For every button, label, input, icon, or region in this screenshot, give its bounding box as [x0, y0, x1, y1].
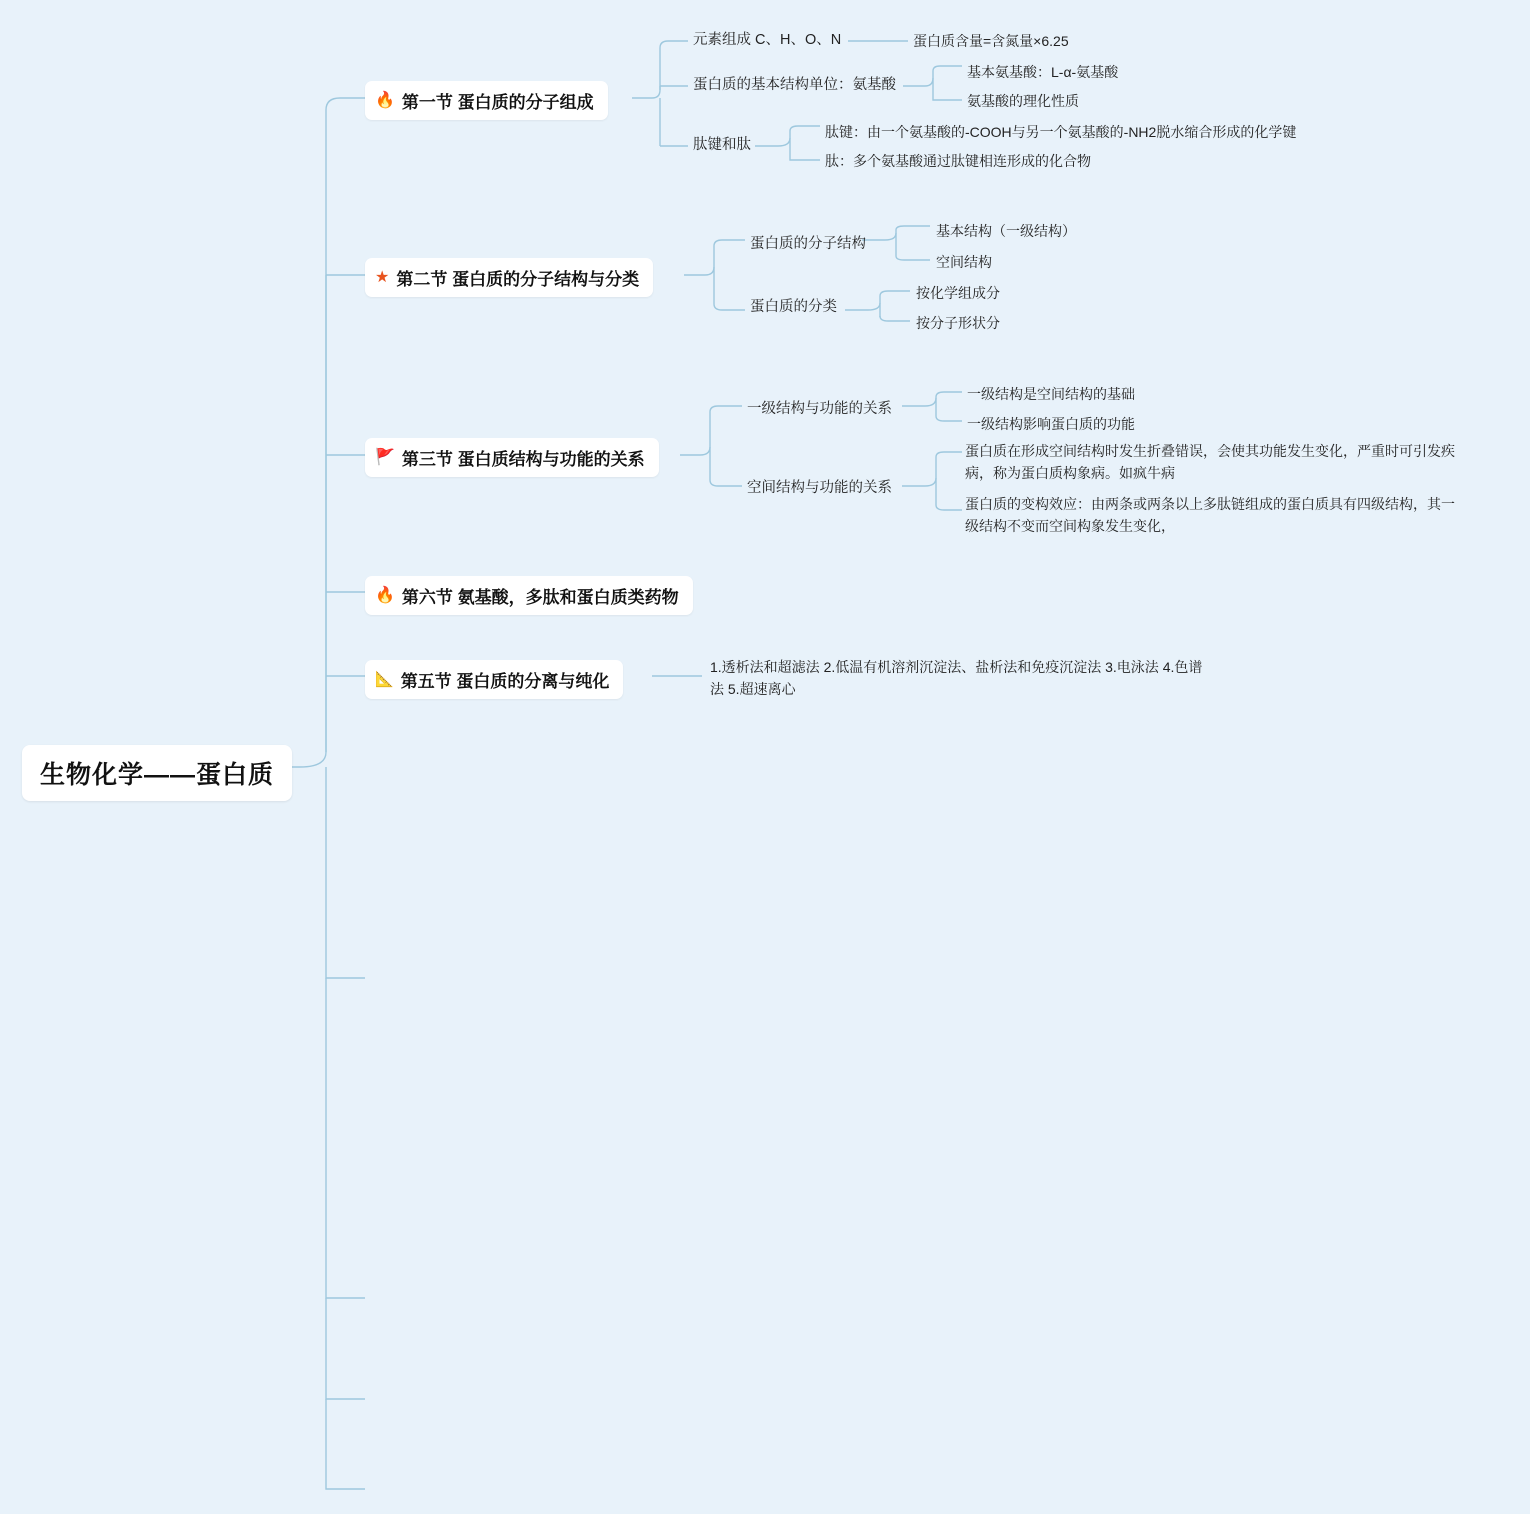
sub-node-2-1[interactable]	[750, 234, 866, 256]
star-icon: ★	[375, 268, 390, 286]
leaf-label: 一级结构影响蛋白质的功能	[967, 416, 1135, 432]
leaf-node-2-1-2[interactable]	[936, 252, 992, 274]
sub-node-1-3[interactable]	[693, 135, 751, 157]
sub-node-label: 一级结构与功能的关系	[747, 401, 892, 417]
leaf-node-3-2-2[interactable]	[965, 494, 1465, 537]
leaf-label: 按分子形状分	[916, 315, 1000, 331]
leaf-node-2-2-2[interactable]	[916, 313, 1000, 335]
leaf-label: 蛋白质含量=含氮量×6.25	[913, 33, 1069, 49]
sub-node-label: 蛋白质的基本结构单位：氨基酸	[693, 77, 896, 93]
leaf-node-1-2-2[interactable]	[967, 91, 1079, 113]
branch-label-1: 第一节 蛋白质的分子组成	[401, 93, 594, 112]
leaf-label: 蛋白质在形成空间结构时发生折叠错误，会使其功能发生变化，严重时可引发疾病，称为蛋白质构象病。如疯牛病	[965, 443, 1455, 481]
branch-node-3[interactable]	[365, 438, 659, 477]
leaf-label: 肽：多个氨基酸通过肽键相连形成的化合物	[825, 153, 1091, 169]
leaf-label: 基本氨基酸：L-α-氨基酸	[967, 64, 1119, 80]
root-label: 生物化学——蛋白质	[40, 761, 275, 789]
leaf-label: 氨基酸的理化性质	[967, 93, 1079, 109]
leaf-label: 基本结构（一级结构）	[936, 223, 1076, 239]
sub-node-label: 元素组成 C、H、O、N	[693, 32, 842, 48]
leaf-node-3-1-2[interactable]	[967, 414, 1135, 436]
sub-node-2-2[interactable]	[750, 297, 837, 319]
branch-label-2: 第二节 蛋白质的分子结构与分类	[396, 270, 640, 289]
branch-node-1[interactable]	[365, 81, 608, 120]
sub-node-label: 蛋白质的分子结构	[750, 236, 866, 252]
branch-node-2[interactable]	[365, 258, 653, 297]
sub-node-5-1[interactable]	[710, 657, 1210, 700]
sub-node-label: 肽键和肽	[693, 137, 751, 153]
leaf-label: 按化学组成分	[916, 285, 1000, 301]
flag-icon: 🚩	[375, 448, 395, 466]
leaf-label: 蛋白质的变构效应：由两条或两条以上多肽链组成的蛋白质具有四级结构，其一级结构不变而空间构象发生变化，	[965, 496, 1455, 534]
leaf-label: 空间结构	[936, 254, 992, 270]
sub-node-label: 蛋白质的分类	[750, 299, 837, 315]
leaf-node-1-3-1[interactable]	[825, 122, 1296, 144]
leaf-node-3-2-1[interactable]	[965, 441, 1465, 484]
root-node[interactable]	[22, 745, 292, 801]
sub-node-3-1[interactable]	[747, 399, 892, 421]
leaf-node-3-1-1[interactable]	[967, 384, 1135, 406]
leaf-node-2-2-1[interactable]	[916, 283, 1000, 305]
branch-node-5[interactable]	[365, 660, 623, 699]
leaf-label: 一级结构是空间结构的基础	[967, 386, 1135, 402]
leaf-node-1-3-2[interactable]	[825, 151, 1091, 173]
sub-node-1-2[interactable]	[693, 75, 896, 97]
leaf-node-1-1-1[interactable]	[913, 31, 1069, 53]
fire-icon: 🔥	[375, 586, 395, 604]
leaf-node-2-1-1[interactable]	[936, 221, 1076, 243]
leaf-label: 肽键：由一个氨基酸的-COOH与另一个氨基酸的-NH2脱水缩合形成的化学键	[825, 124, 1297, 140]
ruler-icon: 📐	[375, 671, 394, 688]
sub-node-label: 1.透析法和超滤法 2.低温有机溶剂沉淀法、盐析法和免疫沉淀法 3.电泳法 4.色谱法 5.超速离心	[710, 659, 1203, 697]
leaf-node-1-2-1[interactable]	[967, 62, 1118, 84]
sub-node-3-2[interactable]	[747, 478, 892, 500]
branch-node-4[interactable]	[365, 576, 693, 615]
sub-node-1-1[interactable]	[693, 30, 841, 52]
sub-node-label: 空间结构与功能的关系	[747, 480, 892, 496]
branch-label-3: 第三节 蛋白质结构与功能的关系	[401, 450, 645, 469]
fire-icon: 🔥	[375, 91, 395, 109]
branch-label-4: 第六节 氨基酸，多肽和蛋白质类药物	[401, 588, 679, 607]
branch-label-5: 第五节 蛋白质的分离与纯化	[400, 672, 610, 691]
